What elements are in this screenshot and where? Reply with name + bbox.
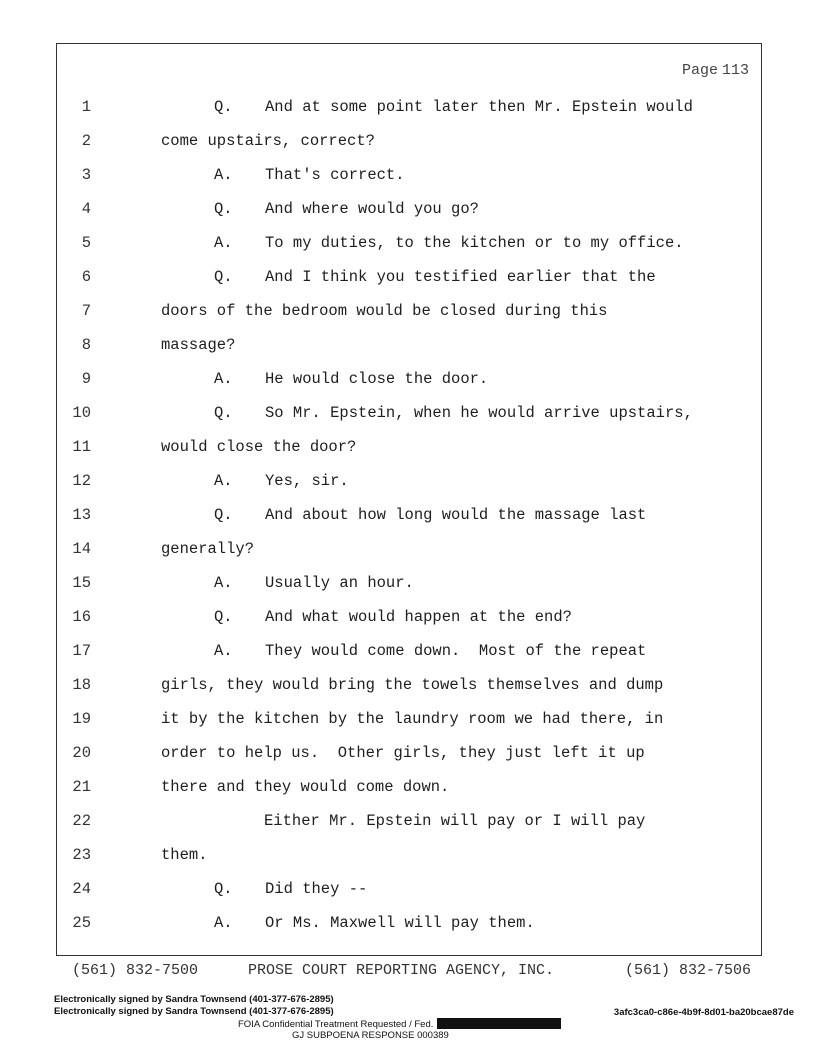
foia-text: FOIA Confidential Treatment Requested / Fed. <box>238 1019 434 1030</box>
transcript-line <box>57 294 761 328</box>
speaker-label: A. <box>214 370 233 388</box>
line-content: doors of the bedroom would be closed during this <box>161 302 608 320</box>
line-number: 14 <box>72 540 91 558</box>
line-number: 21 <box>72 778 91 796</box>
line-content: Yes, sir. <box>265 472 349 490</box>
line-text <box>161 124 375 158</box>
line-number: 6 <box>81 268 91 286</box>
line-text <box>161 328 235 362</box>
line-number: 20 <box>72 744 91 762</box>
line-content: To my duties, to the kitchen or to my office. <box>265 234 684 252</box>
transcript-lines <box>57 90 761 940</box>
speaker-label: Q. <box>214 98 233 116</box>
line-number: 17 <box>72 642 91 660</box>
line-content: And what would happen at the end? <box>265 608 572 626</box>
transcript-line <box>57 770 761 804</box>
transcript-line <box>57 260 761 294</box>
line-number: 22 <box>72 812 91 830</box>
line-number: 11 <box>72 438 91 456</box>
document-hash: 3afc3ca0-c86e-4b9f-8d01-ba20bcae87de <box>613 1007 794 1018</box>
footer-phone-right: (561) 832-7506 <box>625 962 752 979</box>
speaker-label: A. <box>214 472 233 490</box>
transcript-line <box>57 328 761 362</box>
speaker-label: A. <box>214 166 233 184</box>
line-number: 9 <box>81 370 91 388</box>
line-number: 12 <box>72 472 91 490</box>
footer-agency: PROSE COURT REPORTING AGENCY, INC. <box>248 962 555 979</box>
transcript-line <box>57 464 761 498</box>
transcript-line <box>57 226 761 260</box>
line-number: 18 <box>72 676 91 694</box>
transcript-line <box>57 634 761 668</box>
line-text <box>214 566 414 600</box>
line-content: So Mr. Epstein, when he would arrive upstairs, <box>265 404 693 422</box>
line-content: Usually an hour. <box>265 574 414 592</box>
line-number: 1 <box>81 98 91 116</box>
line-number: 10 <box>72 404 91 422</box>
transcript-line <box>57 498 761 532</box>
line-text <box>214 362 488 396</box>
line-content: That's correct. <box>265 166 405 184</box>
speaker-label: A. <box>214 234 233 252</box>
footer-phone-left: (561) 832-7500 <box>72 962 199 979</box>
speaker-label: Q. <box>214 200 233 218</box>
line-text <box>161 668 663 702</box>
line-content: And at some point later then Mr. Epstein would <box>265 98 693 116</box>
line-content: come upstairs, correct? <box>161 132 375 150</box>
transcript-line <box>57 736 761 770</box>
line-text <box>161 736 645 770</box>
line-text <box>161 532 254 566</box>
line-number: 2 <box>81 132 91 150</box>
line-content: He would close the door. <box>265 370 489 388</box>
transcript-line <box>57 804 761 838</box>
line-text <box>264 804 645 838</box>
line-number: 19 <box>72 710 91 728</box>
speaker-label: A. <box>214 914 233 932</box>
line-text <box>161 430 356 464</box>
line-content: Or Ms. Maxwell will pay them. <box>265 914 535 932</box>
line-text <box>214 498 646 532</box>
line-text <box>214 634 646 668</box>
redaction-bar <box>437 1018 561 1029</box>
line-content: And where would you go? <box>265 200 479 218</box>
page-number-label <box>678 62 749 79</box>
line-text <box>214 226 684 260</box>
transcript-line <box>57 838 761 872</box>
transcript-line <box>57 396 761 430</box>
line-content: And about how long would the massage last <box>265 506 647 524</box>
line-text <box>214 872 367 906</box>
subpoena-stamp: GJ SUBPOENA RESPONSE 000389 <box>292 1030 449 1041</box>
line-content: there and they would come down. <box>161 778 450 796</box>
speaker-label: A. <box>214 574 233 592</box>
line-number: 23 <box>72 846 91 864</box>
transcript-line <box>57 668 761 702</box>
line-number: 16 <box>72 608 91 626</box>
line-text <box>214 192 479 226</box>
line-text <box>161 294 607 328</box>
transcript-line <box>57 702 761 736</box>
line-number: 7 <box>81 302 91 320</box>
line-content: order to help us. Other girls, they just left it up <box>161 744 645 762</box>
line-number: 25 <box>72 914 91 932</box>
line-content: And I think you testified earlier that the <box>265 268 656 286</box>
line-number: 8 <box>81 336 91 354</box>
speaker-label: A. <box>214 642 233 660</box>
transcript-line <box>57 600 761 634</box>
line-content: They would come down. Most of the repeat <box>265 642 647 660</box>
reporter-footer <box>0 962 816 982</box>
line-number: 3 <box>81 166 91 184</box>
page-word: Page <box>681 62 718 79</box>
line-text <box>214 600 572 634</box>
line-number: 4 <box>81 200 91 218</box>
speaker-label: Q. <box>214 268 233 286</box>
speaker-label: Q. <box>214 506 233 524</box>
line-content: generally? <box>161 540 255 558</box>
transcript-line <box>57 906 761 940</box>
line-content: Did they -- <box>265 880 368 898</box>
speaker-label: Q. <box>214 880 233 898</box>
line-content: would close the door? <box>161 438 357 456</box>
transcript-line <box>57 362 761 396</box>
transcript-line <box>57 90 761 124</box>
signature-line-1: Electronically signed by Sandra Townsend (401-377-676-2895) <box>54 994 334 1005</box>
transcript-page-frame <box>56 43 762 956</box>
line-content: girls, they would bring the towels themselves and dump <box>161 676 664 694</box>
line-content: it by the kitchen by the laundry room we had there, in <box>161 710 664 728</box>
foia-stamp <box>238 1018 561 1030</box>
line-text <box>214 464 349 498</box>
page-number: 113 <box>721 62 749 79</box>
transcript-line <box>57 430 761 464</box>
line-text <box>214 396 693 430</box>
line-number: 13 <box>72 506 91 524</box>
line-content: them. <box>161 846 208 864</box>
transcript-line <box>57 192 761 226</box>
line-text <box>161 770 449 804</box>
line-text <box>214 90 693 124</box>
line-text <box>214 158 405 192</box>
line-content: Either Mr. Epstein will pay or I will pay <box>264 812 646 830</box>
transcript-line <box>57 532 761 566</box>
signature-line-2: Electronically signed by Sandra Townsend (401-377-676-2895) <box>54 1006 334 1017</box>
line-text <box>161 838 208 872</box>
line-number: 15 <box>72 574 91 592</box>
line-text <box>161 702 663 736</box>
speaker-label: Q. <box>214 608 233 626</box>
line-text <box>214 906 535 940</box>
transcript-line <box>57 872 761 906</box>
line-number: 24 <box>72 880 91 898</box>
line-content: massage? <box>161 336 236 354</box>
line-number: 5 <box>81 234 91 252</box>
transcript-line <box>57 158 761 192</box>
transcript-line <box>57 566 761 600</box>
speaker-label: Q. <box>214 404 233 422</box>
transcript-line <box>57 124 761 158</box>
line-text <box>214 260 656 294</box>
